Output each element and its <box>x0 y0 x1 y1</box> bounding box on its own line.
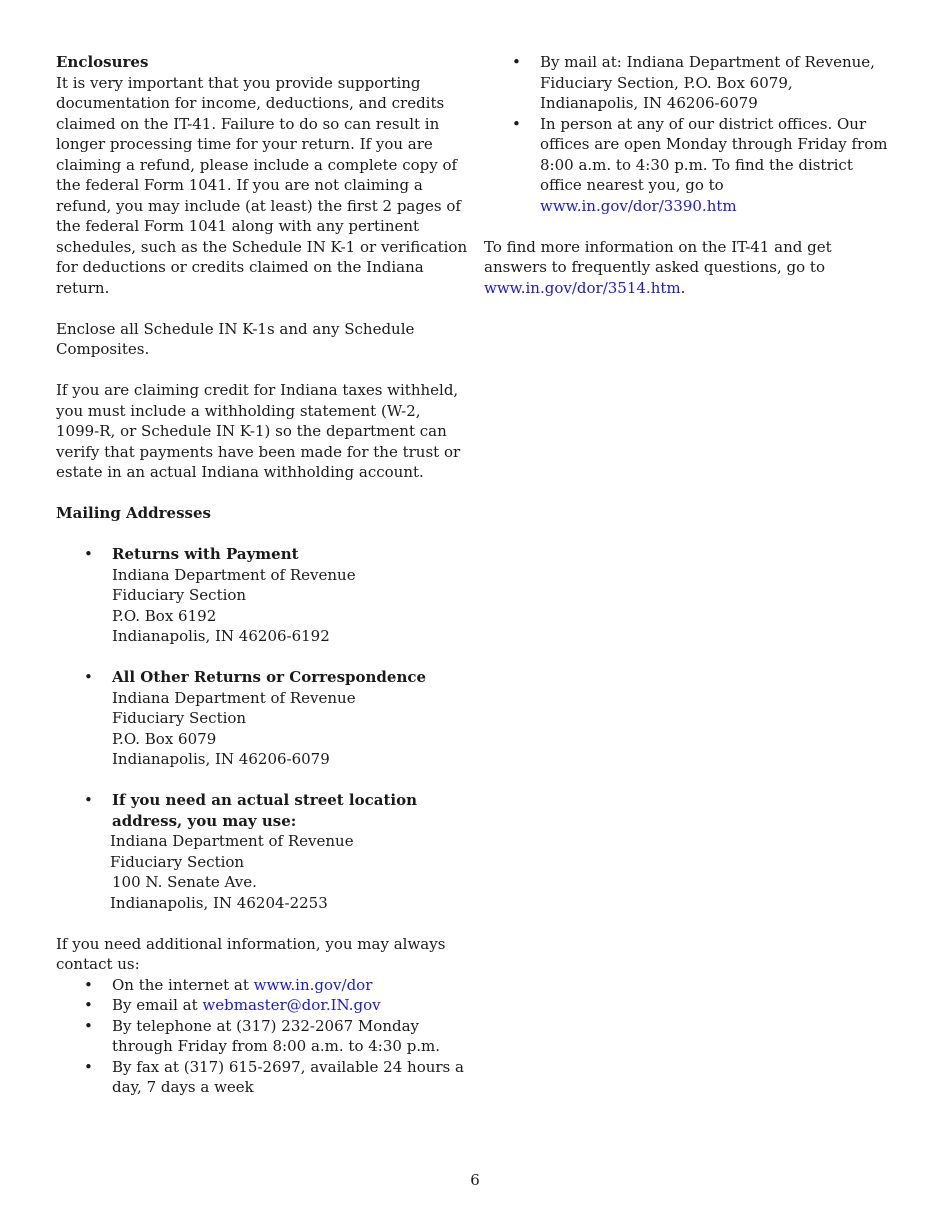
mailing-address-list <box>56 544 468 913</box>
address-line: Fiduciary Section <box>112 709 247 727</box>
page-number: 6 <box>470 1171 480 1189</box>
contact-telephone: • By telephone at (317) 232-2067 Monday through Friday from 8:00 a.m. to 4:30 p.m. <box>56 1016 468 1057</box>
address-title: • Returns with Payment <box>112 545 299 563</box>
address-title: • All Other Returns or Correspondence <box>112 668 427 686</box>
in-person-text: In person at any of our district offices. Our offices are open Monday through Friday from 8:00 a.m. to 4:30 p.m. To find the district office nearest you, go to <box>540 114 888 194</box>
contact-methods-list <box>484 52 894 216</box>
contact-internet <box>56 975 468 996</box>
contact-by-mail: • By mail at: Indiana Department of Revenue, Fiduciary Section, P.O. Box 6079, Indianapolis, IN 46206-6079 <box>484 52 894 114</box>
withholding-paragraph: If you are claiming credit for Indiana taxes withheld, you must include a withholding statement (W-2, 1099-R, or Schedule IN K-1) so the department can verify that payments have been made for the trust or estate in an actual Indiana withholding account. <box>56 381 461 481</box>
address-line: Fiduciary Section <box>112 586 247 604</box>
address-line: Indiana Department of Revenue <box>110 832 354 850</box>
address-returns-with-payment <box>56 544 468 647</box>
contact-email <box>56 995 468 1016</box>
webmaster-email-link[interactable]: webmaster@dor.IN.gov <box>202 996 381 1014</box>
address-other-returns <box>56 667 468 770</box>
more-info-suffix: . <box>680 278 686 297</box>
address-line: Indianapolis, IN 46206-6079 <box>112 750 330 768</box>
address-line: Indiana Department of Revenue <box>112 565 356 584</box>
address-line: P.O. Box 6192 <box>112 606 217 625</box>
address-title: • If you need an actual street location address, you may use: <box>112 791 418 830</box>
address-street-location <box>56 790 468 913</box>
dor-website-link[interactable]: www.in.gov/dor <box>253 975 373 994</box>
contact-email-prefix: By email at <box>112 996 203 1014</box>
it41-faq-link[interactable]: www.in.gov/dor/3514.htm <box>484 278 681 297</box>
contact-intro: If you need additional information, you may always contact us: <box>56 934 446 973</box>
address-line: Indianapolis, IN 46206-6192 <box>112 627 330 645</box>
district-offices-link[interactable]: www.in.gov/dor/3390.htm <box>540 196 737 215</box>
more-info-text: To find more information on the IT-41 and get answers to frequently asked questions, go to <box>484 237 832 276</box>
enclose-k1-paragraph: Enclose all Schedule IN K-1s and any Schedule Composites. <box>56 319 415 358</box>
contact-fax: • By fax at (317) 615-2697, available 24 hours a day, 7 days a week <box>56 1057 468 1098</box>
contact-list <box>56 975 468 1098</box>
address-line: 100 N. Senate Ave. <box>112 873 257 891</box>
enclosures-paragraph: It is very important that you provide supporting documentation for income, deductions, and credits claimed on the IT-41. Failure to do so can result in longer processing time for your return. If you are claiming a refund, please include a complete copy of the federal Form 1041. If you are not claiming a refund, you may include (at least) the first 2 pages of the federal Form 1041 along with any pertinent schedules, such as the Schedule IN K-1 or verification for deductions or credits claimed on the Indiana return. <box>56 73 468 297</box>
mailing-addresses-heading: Mailing Addresses <box>56 504 211 522</box>
address-line: P.O. Box 6079 <box>112 729 217 748</box>
address-line: Indiana Department of Revenue <box>112 688 356 707</box>
address-line: Fiduciary Section <box>110 852 245 871</box>
right-column <box>484 52 894 298</box>
more-info-paragraph <box>484 237 894 299</box>
contact-internet-prefix: On the internet at <box>112 975 254 994</box>
left-column <box>56 52 468 1098</box>
contact-in-person <box>484 114 894 217</box>
enclosures-heading: Enclosures <box>56 53 149 71</box>
address-line: Indianapolis, IN 46204-2253 <box>110 893 328 912</box>
